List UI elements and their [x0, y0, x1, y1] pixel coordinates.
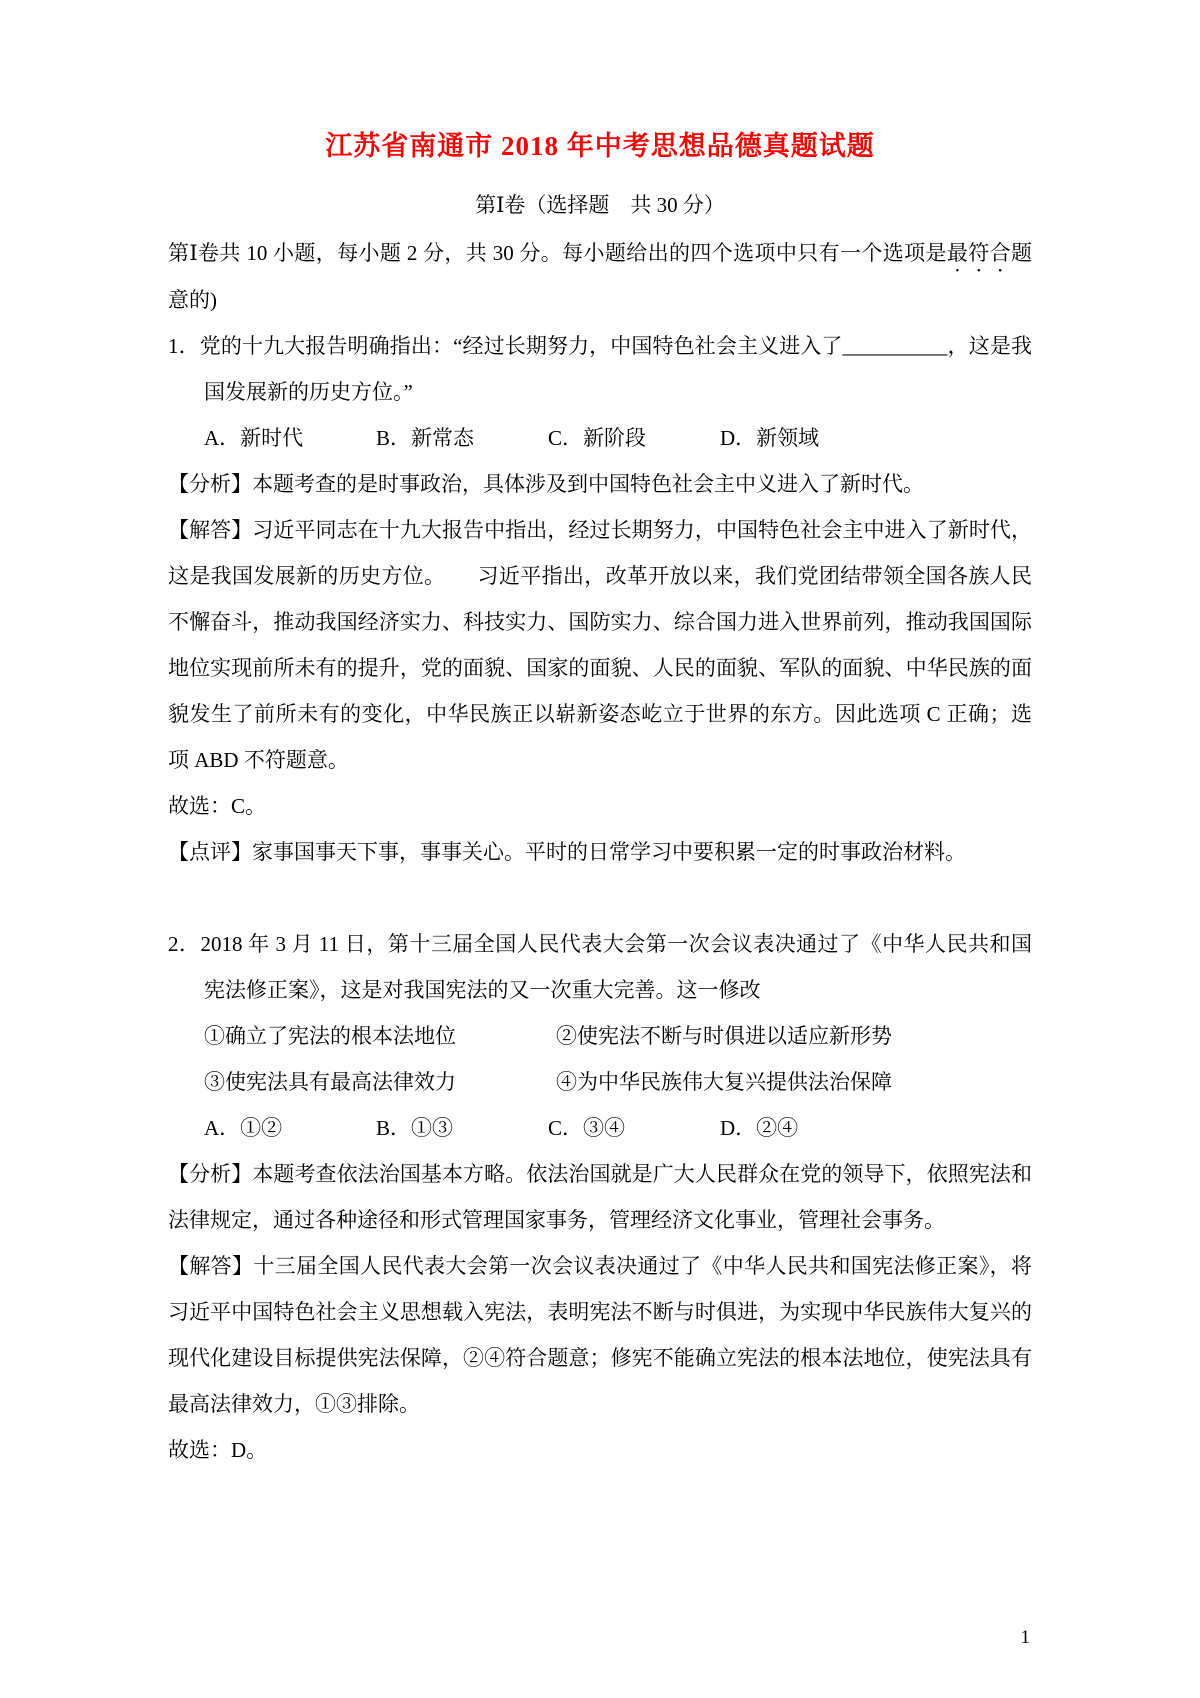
question-2-stem: 2．2018 年 3 月 11 日，第十三届全国人民代表大会第一次会议表决通过了《中华人民共和国宪法修正案》，这是对我国宪法的又一次重大完善。这一修改 — [168, 932, 1032, 1002]
intro-text-start: 第Ⅰ卷共 10 小题，每小题 2 分，共 30 分。每小题给出的四个选项中只有一个选项是 — [168, 241, 947, 265]
question-1-stem: 1．党的十九大报告明确指出：“经过长期努力，中国特色社会主义进入了__________，这是我国发展新的历史方位。” — [168, 334, 1032, 404]
question-2-suboption-3: ③使宪法具有最高法律效力 — [204, 1070, 456, 1094]
question-1-option-d: D．新领域 — [720, 426, 820, 450]
question-2-option-d: D．②④ — [720, 1116, 799, 1140]
intro-emphasized-text: 最符合 — [946, 241, 1011, 265]
section-header: 第Ⅰ卷（选择题 共 30 分） — [475, 193, 725, 217]
question-1-conclusion: 故选：C。 — [168, 794, 267, 818]
intro-text-end: 题意的) — [168, 241, 1032, 312]
question-2-option-b: B．①③ — [376, 1116, 454, 1140]
question-2-suboption-4: ④为中华民族伟大复兴提供法治保障 — [556, 1070, 892, 1094]
question-1-comment: 【点评】家事国事天下事，事事关心。平时的日常学习中要积累一定的时事政治材料。 — [168, 840, 966, 864]
question-2-options — [168, 1105, 1032, 1151]
question-2 — [168, 921, 1032, 1473]
question-2-suboptions-row-1 — [168, 1013, 1032, 1059]
question-1-answer: 【解答】习近平同志在十九大报告中指出，经过长期努力，中国特色社会主中进入了新时代，这是我国发展新的历史方位。 习近平指出，改革开放以来，我们党团结带领全国各族人民不懈奋斗，推动我国经济实力、科技实力、国防实力、综合国力进入世界前列，推动我国国际地位实现前所未有的提升，党的面貌、国家的面貌、人民的面貌、军队的面貌、中华民族的面貌发生了前所未有的变化，中华民族正以崭新姿态屹立于世界的东方。因此选项 C 正确；选项 ABD 不符题意。 — [168, 518, 1032, 772]
question-2-suboption-2: ②使宪法不断与时俱进以适应新形势 — [556, 1024, 892, 1048]
page-number: 1 — [1020, 1627, 1030, 1648]
question-1-analysis: 【分析】本题考查的是时事政治，具体涉及到中国特色社会主中义进入了新时代。 — [168, 472, 924, 496]
question-1-option-b: B．新常态 — [376, 426, 475, 450]
question-2-option-c: C．③④ — [548, 1116, 626, 1140]
question-2-option-a: A．①② — [204, 1116, 283, 1140]
question-2-analysis: 【分析】本题考查依法治国基本方略。依法治国就是广大人民群众在党的领导下，依照宪法和法律规定，通过各种途径和形式管理国家事务，管理经济文化事业，管理社会事务。 — [168, 1162, 1032, 1232]
question-1-option-a: A．新时代 — [204, 426, 304, 450]
question-2-conclusion: 故选：D。 — [168, 1438, 268, 1462]
question-2-suboption-1: ①确立了宪法的根本法地位 — [204, 1024, 456, 1048]
intro-paragraph — [168, 230, 1032, 323]
question-2-answer: 【解答】十三届全国人民代表大会第一次会议表决通过了《中华人民共和国宪法修正案》，将习近平中国特色社会主义思想载入宪法，表明宪法不断与时俱进，为实现中华民族伟大复兴的现代化建设目标提供宪法保障，②④符合题意；修宪不能确立宪法的根本法地位，使宪法具有最高法律效力，①③排除。 — [168, 1254, 1032, 1416]
document-title: 江苏省南通市 2018 年中考思想品德真题试题 — [325, 131, 875, 161]
question-1-options — [168, 415, 1032, 461]
question-2-suboptions-row-2 — [168, 1059, 1032, 1105]
question-1-option-c: C．新阶段 — [548, 426, 647, 450]
question-1 — [168, 323, 1032, 875]
